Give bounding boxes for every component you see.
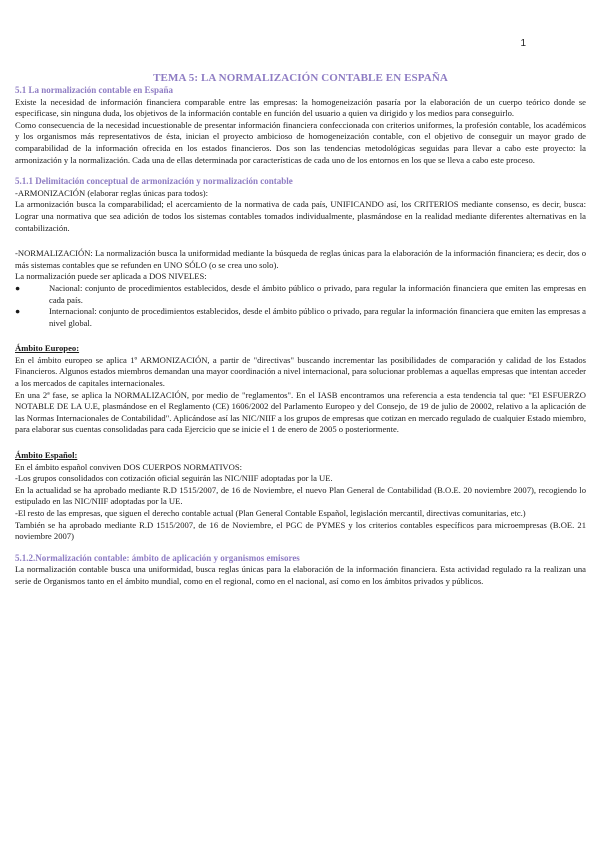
paragraph: En una 2ª fase, se aplica la NORMALIZACIÓN, por medio de "reglamentos". En el IASB encontramos una referencia a esta tendencia tal que: "El ESFUERZO NOTABLE DE LA U.E, plasmándose en el Reglamento (CE) 1606/2002 del Parlamento Europeo y del Consejo, de 19 de julio de 20002, relativo a la aplicación de las Normas Internacionales de Contabilidad". Aplicándose así las NIC/NIIF a los grupos de empresas que cotizan en mercado regulado de cualquier Estado miembro, para elaborar sus cuentas consolidadas para cada Ejercicio que se inicie el 1 de enero de 2005 o posteriormente. [15, 389, 586, 435]
heading-ambito-espanol: Ámbito Español: [15, 450, 78, 461]
paragraph: -El resto de las empresas, que siguen el derecho contable actual (Plan General Contable Español, legislación mercantil, directivas comunitarias, etc.) [15, 508, 526, 518]
section-heading-5-1-2: 5.1.2.Normalización contable: ámbito de aplicación y organismos emisores [15, 552, 300, 563]
heading-ambito-europeo: Ámbito Europeo: [15, 343, 80, 354]
document-body [15, 72, 586, 588]
document-title: TEMA 5: LA NORMALIZACIÓN CONTABLE EN ESPAÑA [153, 72, 448, 84]
paragraph: Existe la necesidad de información financiera comparable entre las empresas: la homogeneización pasaría por la elaboración de un cuerpo teórico donde se especificase, sin ninguna duda, los objetivos de la información contable en función del usuario a quien va dirigido y los medios para conseguirlo. [15, 96, 586, 119]
paragraph: En el ámbito europeo se aplica 1º ARMONIZACIÓN, a partir de "directivas" buscando incrementar las posibilidades de comparación y calidad de los Estados Financieros. Algunos estados miembros demandan una mayor coordinación a nivel internacional, para solucionar problemas a aquellas empresas que intentan acceder a los mercados de capitales internacionales. [15, 354, 586, 389]
section-heading-5-1-1: 5.1.1 Delimitación conceptual de armonización y normalización contable [15, 176, 293, 187]
armonizacion-definition: La armonización busca la comparabilidad; el acercamiento de la normativa de cada país, UNIFICANDO así, los CRITERIOS mediante consenso, es decir, busca: Lograr una normativa que sea adición de todos los sistemas contables tomados individualmente, plasmándose en la realidad mediante diferentes alternativas en la contabilización. [15, 199, 586, 233]
paragraph: En la actualidad se ha aprobado mediante R.D 1515/2007, de 16 de Noviembre, el nuevo Plan General de Contabilidad (B.O.E. 20 noviembre 2007), recogiendo lo estipulado en las NIC/NIIF adoptadas por la UE. [15, 484, 586, 507]
paragraph: También se ha aprobado mediante R.D 1515/2007, de 16 de Noviembre, el PGC de PYMES y los criterios contables específicos para microempresas (B.OE. 21 noviembre 2007) [15, 519, 586, 542]
list-item [15, 306, 586, 329]
paragraph: -Los grupos consolidados con cotización oficial seguirán las NIC/NIIF adoptadas por la UE. [15, 473, 333, 484]
paragraph: En el ámbito español conviven DOS CUERPOS NORMATIVOS: [15, 461, 243, 472]
bullet-text-internacional: Internacional: conjunto de procedimientos establecidos, desde el ámbito público o privado, para regular la información financiera que emiten las empresas a nivel global. [49, 306, 586, 328]
paragraph: La normalización contable busca una uniformidad, busca reglas únicas para la elaboración de la información financiera. Esta actividad regulado ra la realizan una serie de Organismos tanto en el ámbito mundial, como en el regional, como en el nacional, así como en los ámbitos privados y públicos. [15, 564, 586, 586]
list-item [15, 283, 586, 306]
page-number: 1 [520, 38, 526, 49]
paragraph: Como consecuencia de la necesidad incuestionable de presentar información financiera confeccionada con criterios uniformes, la profesión contable, los académicos y los organismos más representativos de ésta, inician el proyecto ambicioso de homogeneización contable, con el objetivo de conseguir un mayor grado de comparabilidad de la información ofrecida en los estados financieros. Dos son las tendencias metodológicas seguidas para llevar a cabo este proyecto: la armonización y la normalización. Cada una de ellas determinada por características de cada uno de los entornos en los que se lleva a cabo este proceso. [15, 119, 586, 165]
bullet-icon: ● [15, 282, 21, 293]
bullet-text-nacional: Nacional: conjunto de procedimientos establecidos, desde el ámbito público o privado, para regular la información financiera que emiten las empresas en cada país. [49, 282, 586, 305]
section-heading-5-1: 5.1 La normalización contable en España [15, 85, 174, 95]
levels-intro: La normalización puede ser aplicada a DOS NIVELES: [15, 271, 207, 282]
normalizacion-definition: -NORMALIZACIÓN: La normalización busca la uniformidad mediante la búsqueda de reglas únicas para la elaboración de la información financiera; es decir, dos o más sistemas contables que se refunden en UNO SÓLO (o se crea uno solo). [15, 248, 586, 270]
armonizacion-label: -ARMONIZACIÓN (elaborar reglas únicas para todos): [15, 187, 209, 198]
bullet-icon: ● [15, 306, 21, 317]
